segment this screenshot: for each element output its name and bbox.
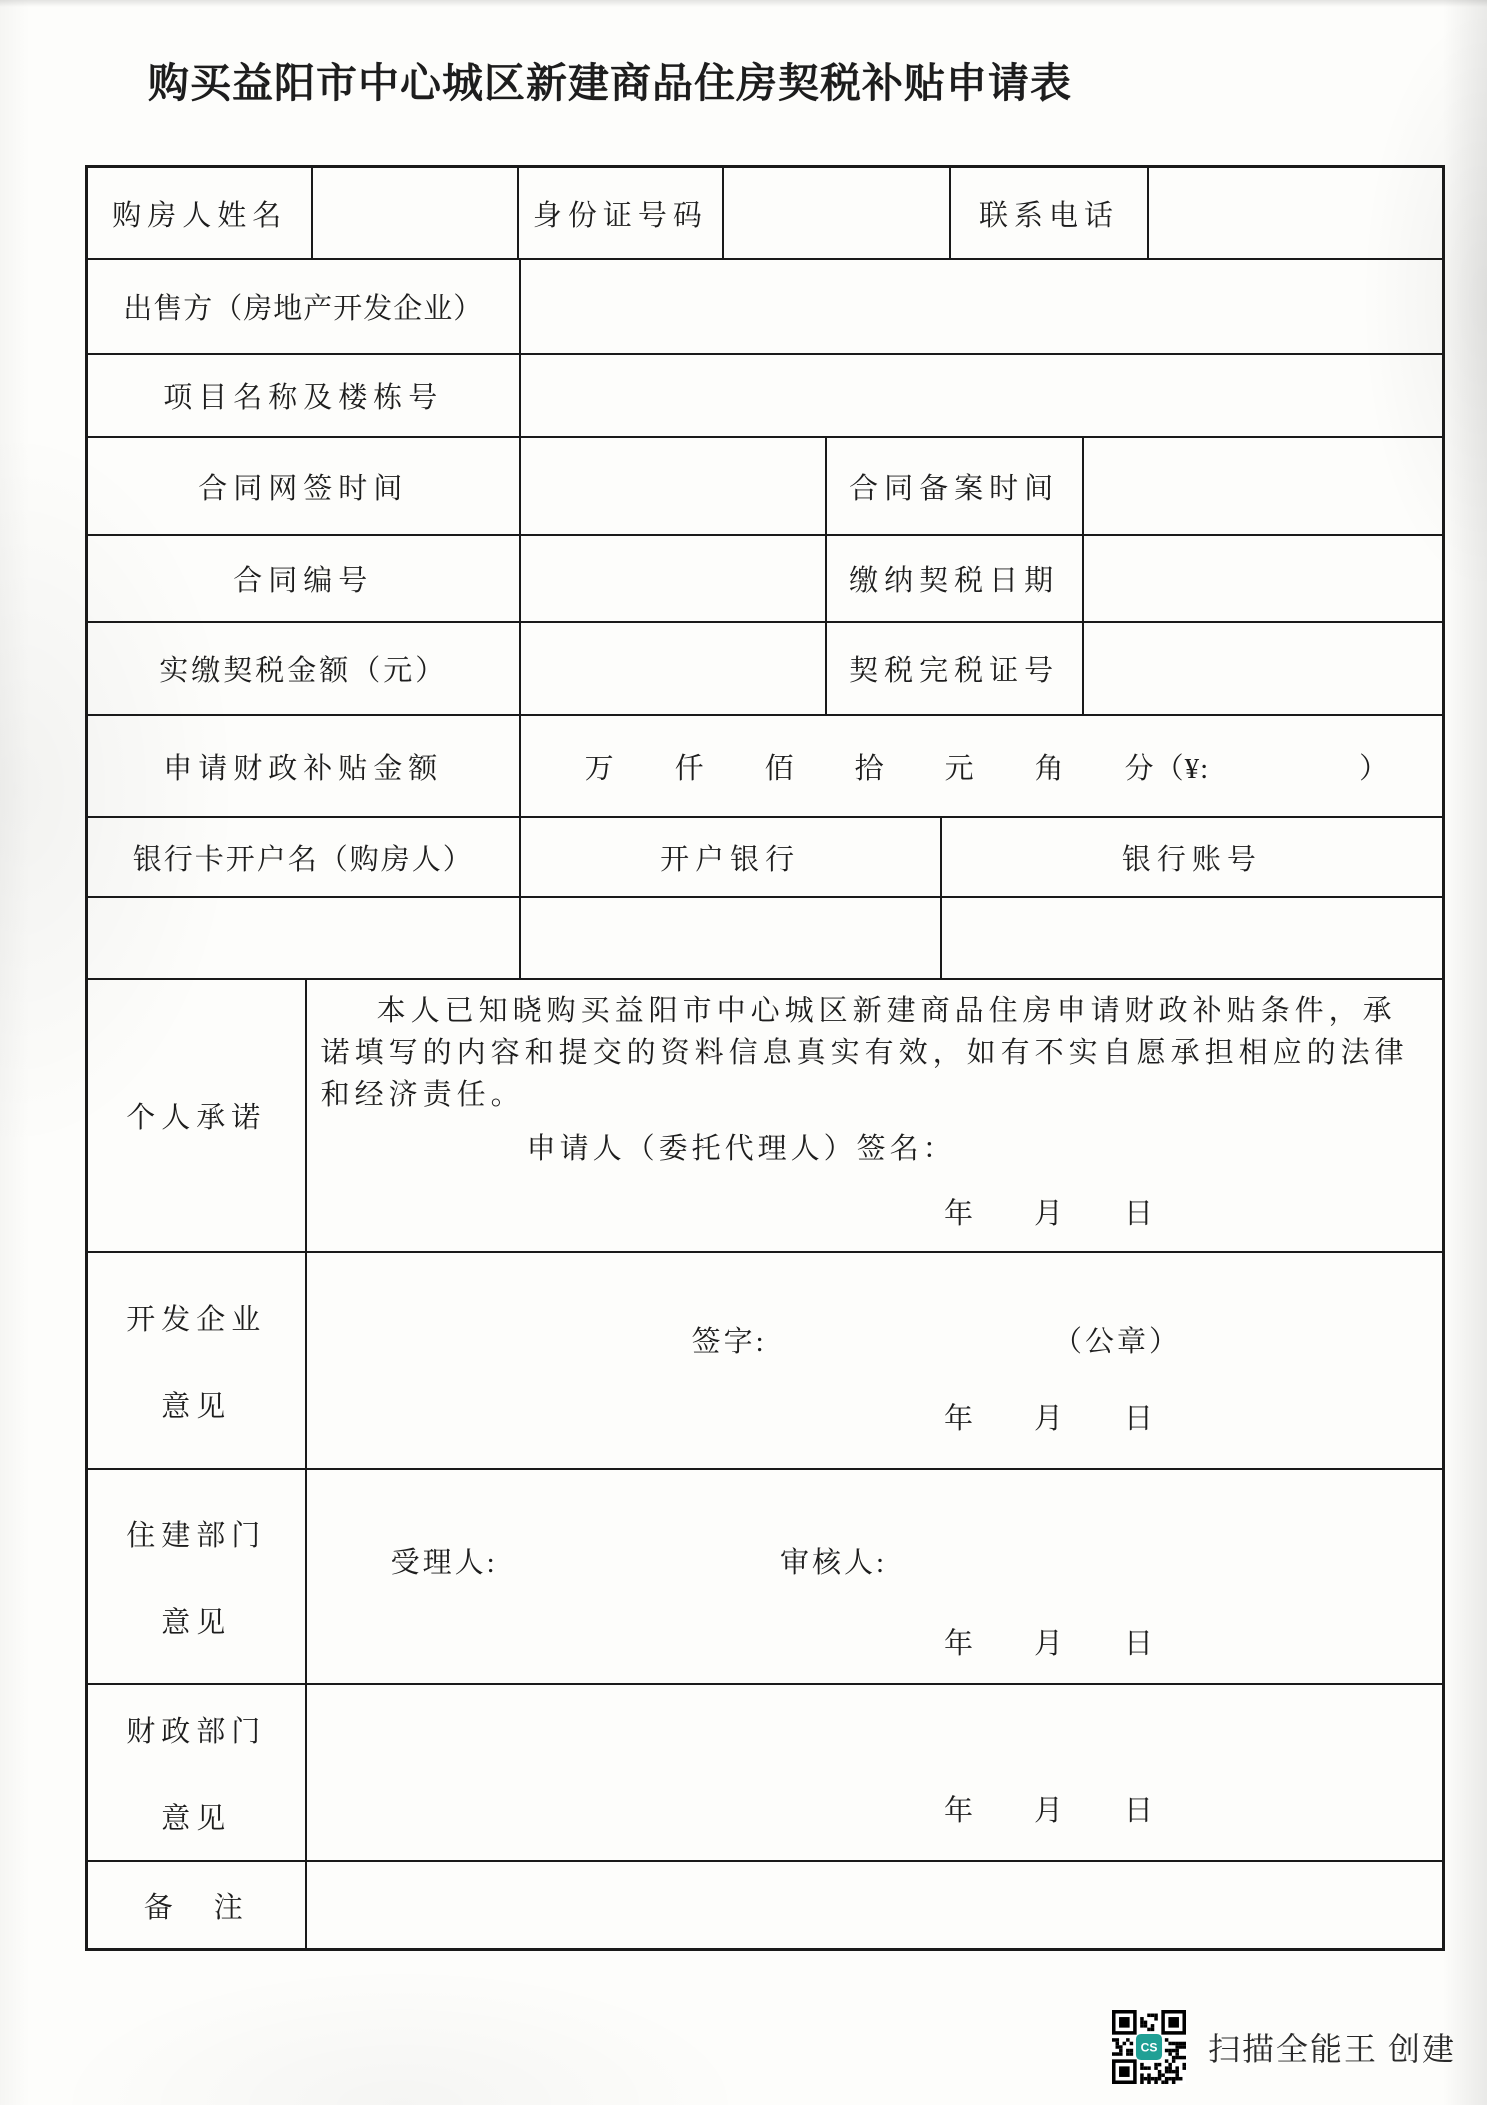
developer-opinion-label-line1: 开发企业 <box>126 1303 267 1336</box>
table-row-contract-times <box>88 436 1442 534</box>
finance-dept-label-line2: 意见 <box>161 1802 232 1835</box>
table-row-finance-dept-opinion <box>88 1683 1442 1860</box>
deed-tax-date-label: 缴纳契税日期 <box>825 536 1082 621</box>
deed-tax-cert-label: 契税完税证号 <box>825 623 1082 714</box>
seller-label: 出售方（房地产开发企业） <box>123 293 484 325</box>
id-number-value-cell <box>722 168 949 258</box>
developer-sign-label: 签字: <box>691 1326 767 1358</box>
bank-account-no-value-cell <box>940 898 1442 978</box>
promise-text-line-2: 诺填写的内容和提交的资料信息真实有效，如有不实自愿承担相应的法律 <box>320 1037 1409 1069</box>
finance-dept-date-line: 年 月 日 <box>943 1795 1154 1827</box>
bank-account-name-label: 银行卡开户名（购房人） <box>132 843 474 876</box>
table-row-remarks <box>88 1860 1442 1948</box>
official-seal-label: （公章） <box>1052 1326 1181 1358</box>
subsidy-amount-label: 申请财政补贴金额 <box>163 752 444 785</box>
buyer-name-value-cell <box>311 168 517 258</box>
table-row-project <box>88 353 1442 436</box>
personal-promise-label: 个人承诺 <box>126 1102 267 1134</box>
finance-dept-opinion-label <box>88 1685 305 1860</box>
applicant-signature-label: 申请人（委托代理人）签名： <box>526 1133 956 1165</box>
acceptor-label: 受理人: <box>390 1547 498 1579</box>
table-row-contract-no <box>88 534 1442 621</box>
id-number-label: 身份证号码 <box>517 168 721 258</box>
housing-dept-label-line2: 意见 <box>161 1606 232 1639</box>
table-row-housing-dept-opinion <box>88 1468 1442 1683</box>
deed-tax-amount-value-cell <box>519 623 825 714</box>
table-row-bank-values <box>88 896 1442 978</box>
table-row-tax-amount <box>88 621 1442 714</box>
housing-dept-opinion-content <box>305 1470 1442 1683</box>
contract-no-value-cell <box>519 536 825 621</box>
buyer-name-label: 购房人姓名 <box>112 199 288 232</box>
bank-name-value-cell <box>519 898 940 978</box>
camscanner-qr-code <box>1112 2010 1186 2084</box>
developer-opinion-label-line2: 意见 <box>161 1390 232 1423</box>
promise-text-line-1: 本人已知晓购买益阳市中心城区新建商品住房申请财政补贴条件，承 <box>376 995 1397 1027</box>
contract-record-time-value-cell <box>1082 438 1442 534</box>
camscanner-caption: 扫描全能王 创建 <box>1208 2031 1457 2067</box>
finance-dept-label-line1: 财政部门 <box>126 1715 267 1748</box>
promise-text-line-3: 和经济责任。 <box>320 1079 525 1111</box>
housing-dept-label-line1: 住建部门 <box>126 1519 267 1552</box>
housing-dept-opinion-label <box>88 1470 305 1683</box>
phone-value-cell <box>1147 168 1442 258</box>
table-row-subsidy-amount <box>88 714 1442 816</box>
form-title: 购买益阳市中心城区新建商品住房契税补贴申请表 <box>148 60 1072 106</box>
deed-tax-date-value-cell <box>1082 536 1442 621</box>
contract-record-time-label: 合同备案时间 <box>825 438 1082 534</box>
promise-date-line: 年 月 日 <box>943 1198 1154 1230</box>
deed-tax-amount-label: 实缴契税金额（元） <box>159 655 448 687</box>
deed-tax-cert-value-cell <box>1082 623 1442 714</box>
remarks-label: 备 注 <box>143 1891 249 1924</box>
table-row-developer-opinion <box>88 1251 1442 1468</box>
subsidy-amount-units-cell: 万 仟 佰 拾 元 角 分（¥: ） <box>519 716 1442 816</box>
table-row-personal-promise <box>88 978 1442 1251</box>
contract-sign-time-value-cell <box>519 438 825 534</box>
developer-opinion-label <box>88 1253 305 1468</box>
table-row-seller <box>88 258 1442 353</box>
finance-dept-opinion-content <box>305 1685 1442 1860</box>
project-name-value-cell <box>519 355 1442 436</box>
contract-sign-time-label: 合同网签时间 <box>198 472 409 505</box>
housing-dept-date-line: 年 月 日 <box>943 1628 1154 1660</box>
phone-label: 联系电话 <box>949 168 1147 258</box>
developer-opinion-content <box>305 1253 1442 1468</box>
remarks-value-cell <box>305 1862 1442 1948</box>
personal-promise-content <box>305 980 1442 1251</box>
project-name-label: 项目名称及楼栋号 <box>163 382 444 414</box>
camscanner-footer <box>1112 2010 1456 2084</box>
table-row-buyer <box>88 168 1442 258</box>
seller-value-cell <box>519 260 1442 353</box>
bank-account-name-value-cell <box>88 898 519 978</box>
contract-no-label: 合同编号 <box>233 565 374 597</box>
bank-name-label: 开户银行 <box>519 818 940 896</box>
table-row-bank-headers <box>88 816 1442 896</box>
qr-code-svg <box>1112 2010 1186 2084</box>
bank-account-no-label: 银行账号 <box>940 818 1442 896</box>
application-form-table <box>85 165 1445 1951</box>
svg-text:CS: CS <box>1140 2040 1158 2055</box>
developer-date-line: 年 月 日 <box>943 1403 1154 1435</box>
reviewer-label: 审核人: <box>779 1547 887 1579</box>
